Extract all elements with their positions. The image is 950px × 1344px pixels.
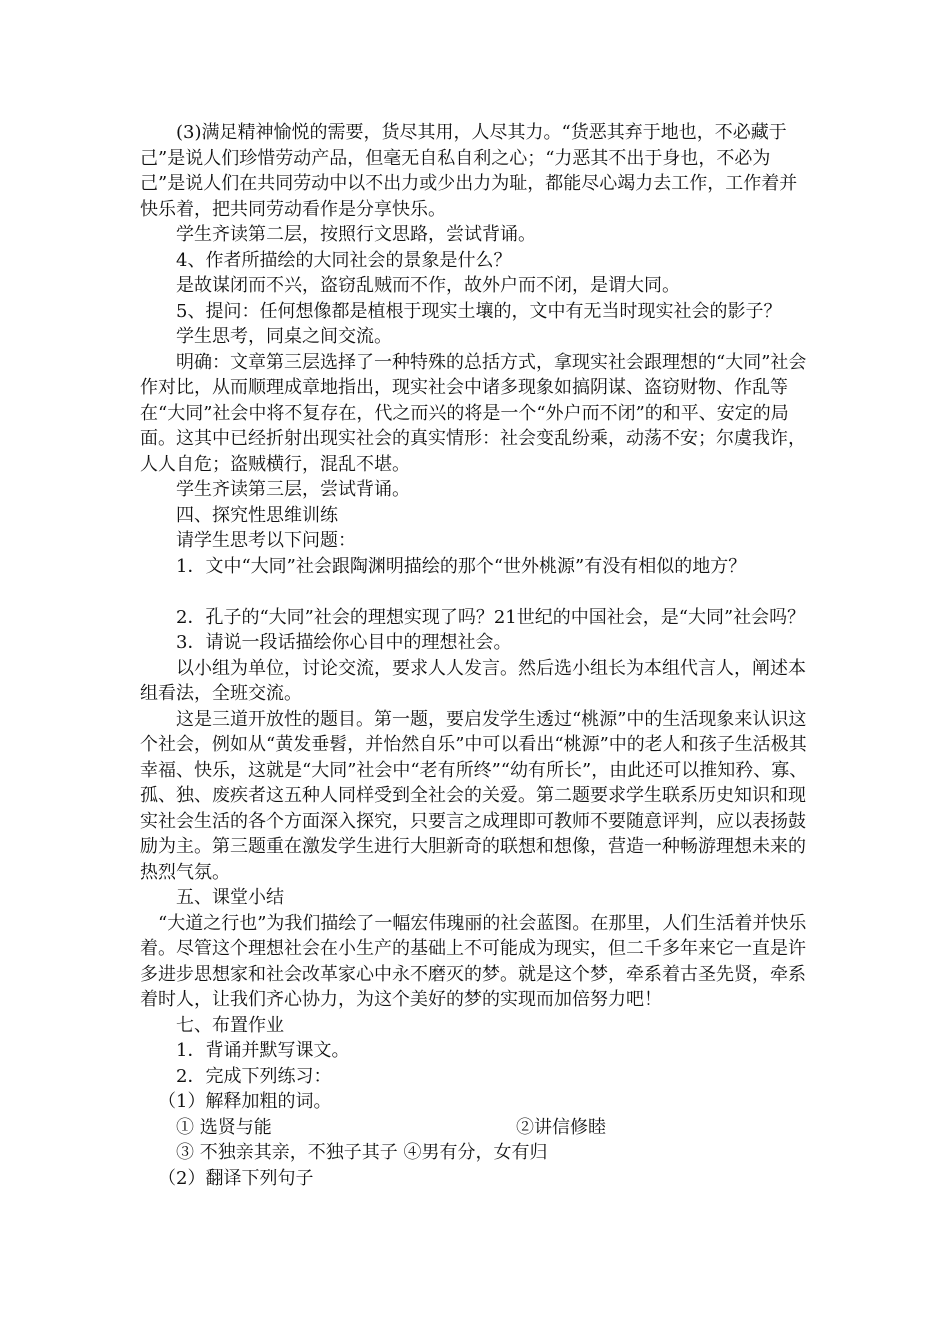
paragraph: 学生齐读第三层，尝试背诵。: [176, 479, 410, 500]
paragraph: 5、提问：任何想像都是植根于现实土壤的，文中有无当时现实社会的影子？: [176, 300, 782, 322]
paragraph: 是故谋闭而不兴，盗窃乱贼而不作，故外户而不闭，是谓大同。: [176, 275, 680, 296]
paragraph: 学生齐读第二层，按照行文思路，尝试背诵。: [176, 224, 536, 245]
paragraph: “大道之行也”为我们描绘了一幅宏伟瑰丽的社会蓝图。在那里，人们生活着并快乐着。尽管这个理想社会在小生产的基础上不可能成为现实，但二千多年来它一直是许多进步思想家和社会改革家心中永不磨灭的梦。就是这个梦，牵系着古圣先贤，牵系着时人，让我们齐心协力，为这个美好的梦的实现而加倍努力吧！: [140, 912, 807, 1010]
question-item: 1．文中“大同”社会跟陶渊明描绘的那个“世外桃源”有没有相似的地方？: [176, 555, 747, 577]
list-item: （2）翻译下列句子: [158, 1167, 314, 1189]
paragraph: 请学生思考以下问题：: [176, 530, 356, 551]
paragraph: 4、作者所描绘的大同社会的景象是什么？: [176, 249, 512, 271]
list-item: 1．背诵并默写课文。: [176, 1040, 350, 1061]
paragraph: (3)满足精神愉悦的需要，货尽其用，人尽其力。“货恶其弃于地也，不必藏于己”是说人们珍惜劳动产品，但毫无自私自利之心；“力恶其不出于身也，不必为己”是说人们在共同劳动中以不出力或少出力为耻，都能尽心竭力去工作，工作着并快乐着，把共同劳动看作是分享快乐。: [140, 122, 798, 220]
paragraph: 明确：文章第三层选择了一种特殊的总括方式，拿现实社会跟理想的“大同”社会作对比，从而顺理成章地指出，现实社会中诸多现象如搞阴谋、盗窃财物、作乱等在“大同”社会中将不复存在，代之而兴的将是一个“外户而不闭”的和平、安定的局面。这其中已经折射出现实社会的真实情形：社会变乱纷乘，动荡不安；尔虞我诈，人人自危；盗贼横行，混乱不堪。: [140, 351, 807, 475]
question-item: 3．请说一段话描绘你心目中的理想社会。: [176, 632, 512, 653]
list-item: 2．完成下列练习：: [176, 1065, 332, 1087]
list-item: （1）解释加粗的词。: [158, 1091, 332, 1112]
paragraph: 以小组为单位，讨论交流，要求人人发言。然后选小组长为本组代言人，阐述本组看法，全班交流。: [140, 657, 806, 704]
exercise-item: ① 选贤与能: [176, 1116, 272, 1138]
exercise-item: ②讲信修睦: [516, 1116, 606, 1138]
document-body: [140, 120, 812, 1191]
section-heading: 四、探究性思维训练: [176, 504, 338, 526]
paragraph: 这是三道开放性的题目。第一题，要启发学生透过“桃源”中的生活现象来认识这个社会，例如从“黄发垂髫，并怡然自乐”中可以看出“桃源”中的老人和孩子生活极其幸福、快乐，这就是“大同”社会中“老有所终”“幼有所长”，由此还可以推知矜、寡、孤、独、废疾者这五种人同样受到全社会的关爱。第二题要求学生联系历史知识和现实社会生活的各个方面深入探究，只要言之成理即可教师不要随意评判，应以表扬鼓励为主。第三题重在激发学生进行大胆新奇的联想和想像，营造一种畅游理想未来的热烈气氛。: [140, 708, 808, 883]
exercise-row: [140, 1115, 812, 1141]
section-heading: 七、布置作业: [176, 1014, 284, 1036]
exercise-row: [140, 1140, 812, 1166]
question-item: 2．孔子的“大同”社会的理想实现了吗？21世纪的中国社会，是“大同”社会吗？: [176, 606, 806, 628]
exercise-item: ③ 不独亲其亲，不独子其子 ④男有分，女有归: [176, 1142, 548, 1163]
section-heading: 五、课堂小结: [176, 887, 284, 908]
paragraph: 学生思考，同桌之间交流。: [176, 326, 392, 347]
